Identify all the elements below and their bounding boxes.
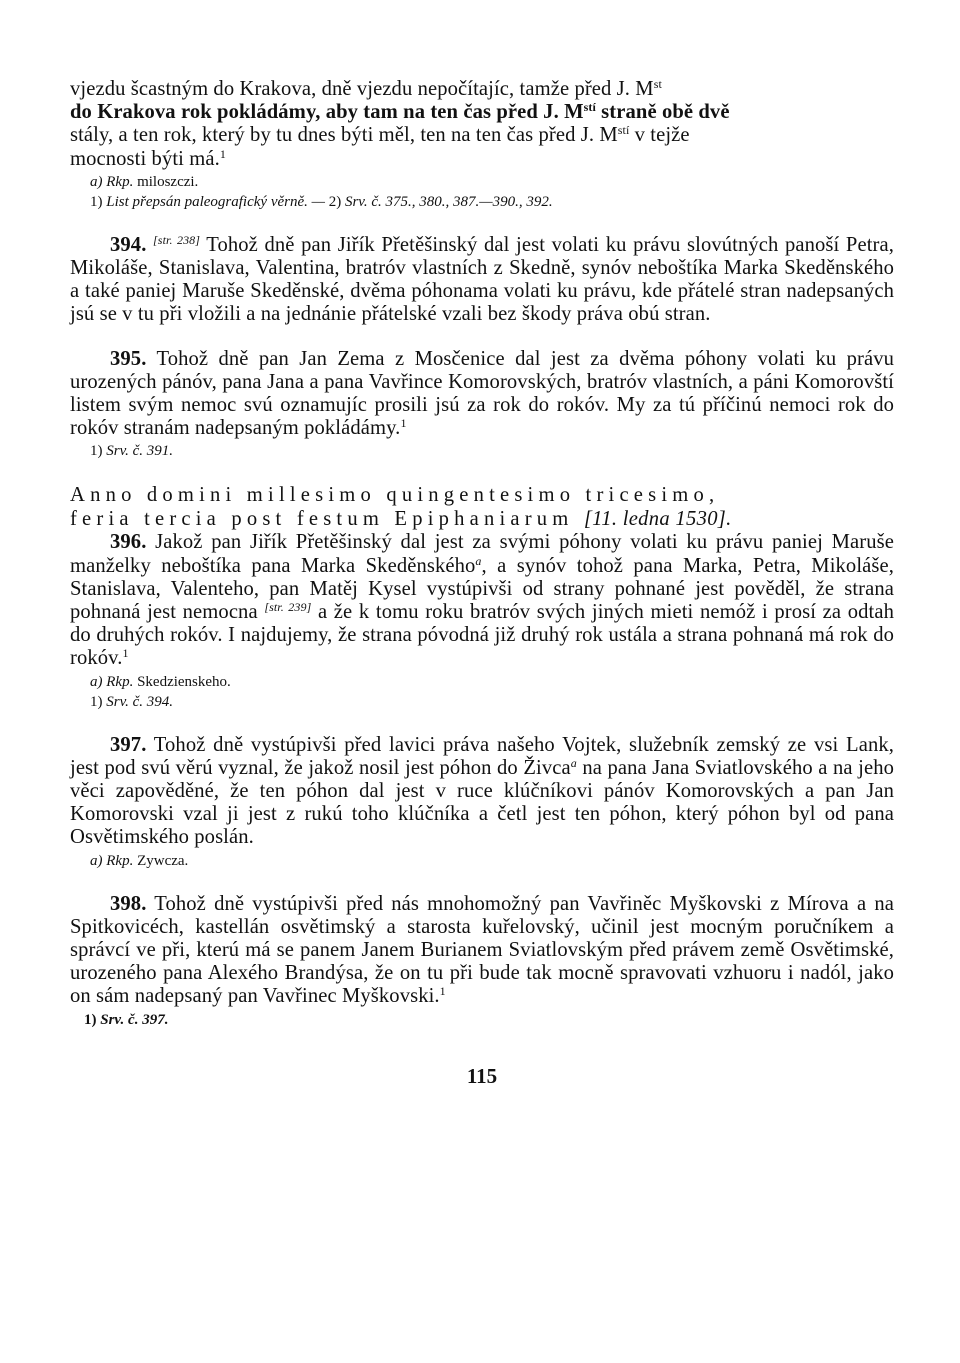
footnotes-395 <box>70 442 894 461</box>
entry-text-c: a že k tomu roku bratróv svých jiných mieti nemóž i prosí za odtah do druhých rokóv. I najdujemy, že strana póvodná již druhý rok ustála a strana pohnaná má rok do rokóv. <box>70 601 895 670</box>
footnote-ref: 1 <box>400 416 407 431</box>
cont-sup-2: stí <box>583 100 596 115</box>
entry-text: Tohož dně vystúpivši před nás mnohomožný pan Vavřiněc Myškovski z Mírova a na Spitkovicéch, kastellán osvětimský a starosta kuřelovský, učinil jest mocným poručníkem a správcí ve při, kterú má se panem Janem Burianem Sviatlovským před právem země Osvětimské, urozeného pana Alexého Brandýsa, že on tu při bude tak mocně spravovati vzhuoru i nadól, jako on sám nadepsaný pan Vavřinec Myškovski. <box>70 892 894 1008</box>
entry-394 <box>70 234 894 327</box>
footnote-ref: 1 <box>439 984 446 999</box>
footnotes-398 <box>70 1011 894 1030</box>
document-page <box>70 78 894 1089</box>
date-heading-line-2: feria tercia post festum Epiphaniarum [11. ledna 1530]. <box>70 508 732 531</box>
cont-line-3: stály, a ten rok, který by tu dnes býti měl, ten na ten čas před J. M <box>70 124 618 147</box>
footnote-1: 1) Srv. č. 394. <box>90 693 174 710</box>
footnote-a: a) Rkp. Zywcza. <box>90 852 189 869</box>
footnotes-397 <box>70 852 894 871</box>
date-heading-line-1: Anno domini millesimo quingentesimo tricesimo, <box>70 484 720 507</box>
entry-text-b: , a synóv tohož pana Marka, Petra, Mikoláše, Stanislava, Valenteho, pan Matěj Kysel vystúpivši od strany pohnané jest pověděl, že strana pohnaná jest nemocna <box>70 554 894 624</box>
footnote-a: a) Rkp. Skedzienskeho. <box>90 673 231 690</box>
cont-ref-1: 1 <box>219 146 226 161</box>
entry-397 <box>70 734 894 850</box>
page-ref: [str. 238] <box>153 232 201 247</box>
cont-line-4: mocnosti býti má. <box>70 147 220 170</box>
entry-number: 395. <box>110 347 147 370</box>
entry-text-a: Jakož pan Jiřík Přetěšinský dal jest za svými póhony volati ku právu paniej Maruše manželky neboštíka pana Marka Skeděnského <box>70 531 894 577</box>
entry-number: 394. <box>110 233 147 256</box>
entry-396 <box>70 531 894 670</box>
footnote-1: 1) Srv. č. 391. <box>90 443 174 460</box>
cont-line-2: do Krakova rok pokládámy, aby tam na ten čas před J. M <box>70 101 584 124</box>
cont-sup-3: stí <box>617 123 630 138</box>
date-bracket: [11. ledna 1530]. <box>583 508 732 531</box>
entry-number: 397. <box>110 733 147 756</box>
continuation-paragraph <box>70 78 894 171</box>
page-number: 115 <box>466 1063 498 1088</box>
footnote-ref: 1 <box>122 646 129 661</box>
entry-text: Tohož dně pan Jan Zema z Mosčenice dal jest za dvěma póhony volati ku právu urozených pánóv, pana Jana a pana Vavřince Komorovských, bratróv vlastních, a páni Komorovští listem svým nemoc svú oznamujíc prosili jsú za rok do rokóv. My za tú příčinú nemoci rok do rokóv stranám nadepsaným pokládámy. <box>70 347 894 440</box>
footnote-mark-a: a <box>475 553 482 568</box>
entry-text-a: Tohož dně vystúpivši před lavici práva našeho Vojtek, služebník zemský ze vsi Lank, jest pod svú věrú vyznal, že jakož nosil jest póhon do Živca <box>70 733 894 779</box>
entry-text: Tohož dně pan Jiřík Přetěšinský dal jest volati ku právu slovútných panoší Petra, Mikoláše, Stanislava, Valentina, bratróv vlastních z Skedně, synóv neboštíka Marka Skeděnského a také paniej Maruše Skeděnské, dvěma póhonama volati ku právu, kde přátelé stran nadepsaných jsú se v tu při vložili a na jednánie přátelské vzali bez škody práva obú stran. <box>70 233 894 326</box>
cont-line-1: vjezdu šcastným do Krakova, dně vjezdu nepočítajíc, tamže před J. M <box>70 78 654 100</box>
footnotes-396 <box>70 673 894 712</box>
entry-395 <box>70 348 894 441</box>
footnotes-continuation <box>70 173 894 212</box>
page-ref: [str. 239] <box>264 600 312 615</box>
footnote-1-2: 1) List přepsán paleografický věrně. — 2) Srv. č. 375., 380., 387.—390., 392. <box>90 193 553 210</box>
entry-398 <box>70 893 894 1009</box>
footnote-a: a) Rkp. miloszczi. <box>90 173 199 190</box>
entry-text-b: na pana Jana Sviatlovského a na jeho věci zapověděné, že ten póhon dal jest v ruce klúčníkovi pánóv Komorovských a pan Jan Komorovski vzal ji jest z rukú toho klúčníka a četl jest ten póhon, který póhon byl od pana Osvětimského poslán. <box>70 756 894 849</box>
cont-line-2b: straně obě dvě <box>595 101 730 124</box>
cont-line-3b: v tejže <box>629 124 690 147</box>
date-heading <box>70 483 894 531</box>
footnote-mark-a: a <box>570 755 577 770</box>
cont-sup-1: st <box>653 77 662 91</box>
entry-number: 396. <box>110 531 147 554</box>
footnote-1: 1) Srv. č. 397. <box>84 1011 169 1028</box>
entry-number: 398. <box>110 892 147 915</box>
